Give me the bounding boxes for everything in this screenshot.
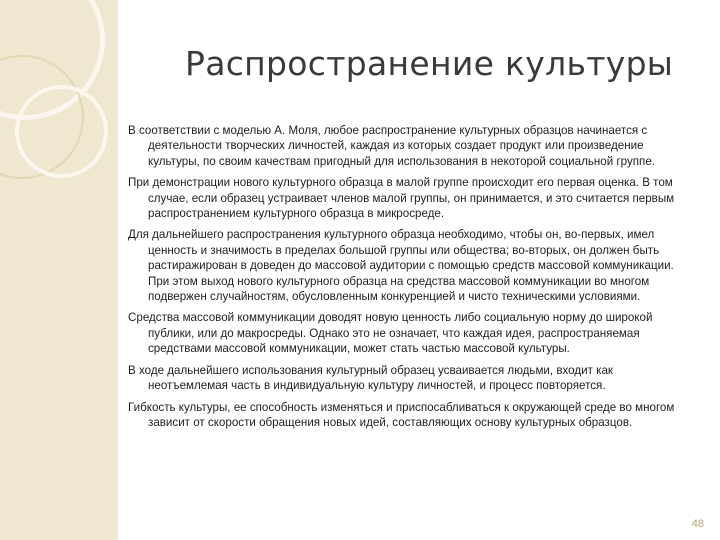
decorative-ring	[15, 85, 108, 178]
slide-title: Распространение культуры	[185, 44, 674, 83]
slide-body	[128, 123, 696, 436]
paragraph: При демонстрации нового культурного образца в малой группе происходит его первая оценка. В том случае, если образец устраивает членов малой группы, он принимается, и это считается первым распространением культурного образца в микросреде.	[128, 176, 675, 221]
paragraph: Средства массовой коммуникации доводят новую ценность либо социальную норму до широкой публики, или до макросреды. Однако это не означает, что каждая идея, распространяемая средствами массовой коммуникации, может стать частью массовой культуры.	[128, 311, 653, 356]
paragraph: Гибкость культуры, ее способность изменяться и приспосабливаться к окружающей среде во многом зависит от скорости обращения новых идей, составляющих основу культурных образцов.	[128, 400, 675, 429]
decorative-side-band	[0, 0, 118, 540]
paragraph: В соответствии с моделью А. Моля, любое распространение культурных образцов начинается с деятельности творческих личностей, каждая из которых создает продукт или произведение культуры, по своим качествам пригодный для использования в некоторой социальной группе.	[128, 124, 655, 168]
paragraph: В ходе дальнейшего использования культурный образец усваивается людьми, входит как неотъемлемая часть в индивидуальную культуру личностей, и процесс повторяется.	[128, 363, 613, 393]
page-number: 48	[691, 518, 704, 530]
paragraph: Для дальнейшего распространения культурного образца необходимо, чтобы он, во-первых, имел ценность и значимость в пределах большой группы или общества; во-вторых, он должен быть растиражирован в доведен до массовой аудитории с помощью средств массовой коммуникации. При этом выход нового культурного образца на средства массовой коммуникации во многом подвержен случайностям, обусловленным конкуренцией и чисто техническими условиями.	[128, 228, 674, 304]
